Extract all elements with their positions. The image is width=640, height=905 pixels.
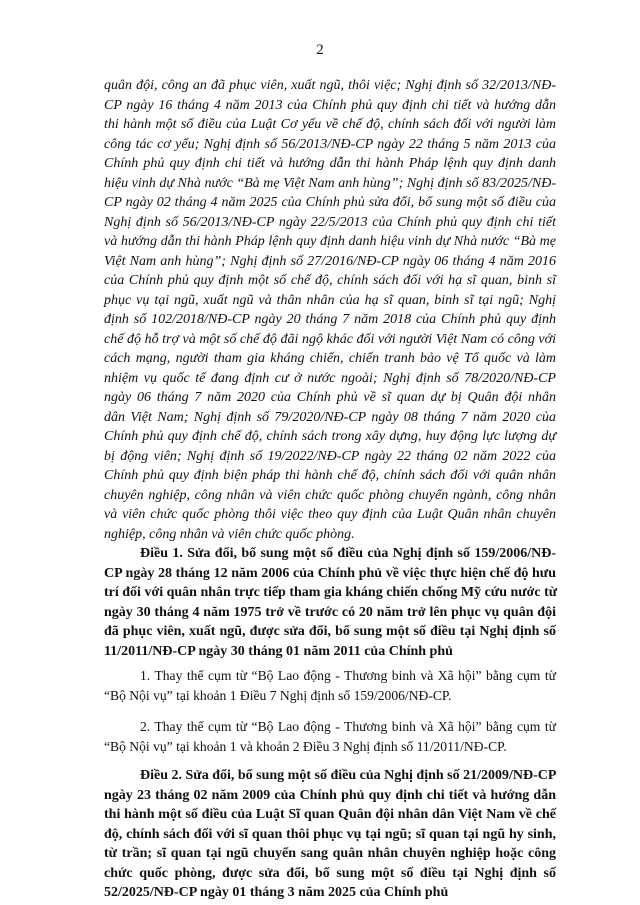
- preamble-paragraph: [104, 76, 556, 544]
- preamble-line: dân Việt Nam; Nghị định số 79/2020/NĐ-CP ngày 08 tháng 7 năm 2020 của: [104, 409, 556, 425]
- preamble-line: quân đội, công an đã phục viên, xuất ngũ, thôi việc; Nghị định số 32/2013/NĐ-: [104, 78, 556, 93]
- preamble-line: định số 102/2018/NĐ-CP ngày 20 tháng 7 năm 2018 của Chính phủ quy định: [104, 312, 556, 327]
- clause-line: 2. Thay thế cụm từ “Bộ Lao động - Thương binh và Xã hội” bằng cụm từ: [140, 719, 556, 734]
- article-heading-line: 52/2025/NĐ-CP ngày 01 tháng 3 năm 2025 của Chính phủ: [104, 885, 449, 900]
- page-number: 2: [316, 42, 324, 58]
- preamble-line: bị động viên; Nghị định số 19/2022/NĐ-CP ngày 22 tháng 02 năm 2022 của: [104, 448, 556, 464]
- article-heading-line: CP ngày 28 tháng 12 năm 2006 của Chính phủ về việc thực hiện chế độ hưu: [104, 565, 556, 581]
- article-heading-line: Điều 2. Sửa đổi, bổ sung một số điều của Nghị định số 21/2009/NĐ-CP: [140, 768, 557, 783]
- preamble-line: cách mạng, người tham gia kháng chiến, chiến tranh bảo vệ Tổ quốc và làm: [104, 351, 556, 366]
- article-heading-line: thi hành một số điều của Luật Sĩ quan Quân đội nhân dân Việt Nam về chế: [104, 807, 556, 822]
- preamble-line: và hướng dẫn thi hành Pháp lệnh quy định danh hiệu vinh dự Nhà nước “Bà mẹ: [104, 234, 556, 249]
- clause-line: “Bộ Nội vụ” tại khoản 1 Điều 7 Nghị định số 159/2006/NĐ-CP.: [104, 687, 452, 703]
- article-heading-line: Điều 1. Sửa đổi, bổ sung một số điều của Nghị định số 159/2006/NĐ-: [140, 546, 556, 561]
- preamble-line: CP ngày 16 tháng 4 năm 2013 của Chính phủ quy định chi tiết và hướng dẫn: [104, 97, 556, 113]
- article-heading-line: ngày 30 tháng 4 năm 1975 trở về trước có 20 năm trở lên phục vụ quân đội: [104, 604, 556, 620]
- preamble-line: chuyên nghiệp, công nhân và viên chức quốc phòng chuyển ngành, công nhân: [104, 487, 556, 503]
- clause-line: “Bộ Nội vụ” tại khoản 1 và khoản 2 Điều 3 Nghị định số 11/2011/NĐ-CP.: [104, 738, 507, 754]
- preamble-line: hiệu vinh dự Nhà nước “Bà mẹ Việt Nam anh hùng”; Nghị định số 83/2025/NĐ-: [104, 175, 556, 191]
- preamble-line: Nghị định số 56/2013/NĐ-CP ngày 22/5/2013 của Chính phủ quy định chi tiết: [104, 214, 556, 230]
- article-1-clause-2: [104, 717, 556, 756]
- preamble-line: nghiệp, công nhân và viên chức quốc phòng.: [104, 526, 355, 542]
- article-heading-line: đã phục viên, xuất ngũ, được sửa đổi, bổ sung một số điều tại Nghị định số: [104, 624, 556, 639]
- article-heading-line: trí đối với quân nhân trực tiếp tham gia kháng chiến chống Mỹ cứu nước từ: [104, 585, 558, 600]
- preamble-line: Việt Nam anh hùng”; Nghị định số 27/2016/NĐ-CP ngày 06 tháng 4 năm 2016: [104, 253, 556, 269]
- article-1-clause-1: [104, 666, 556, 705]
- preamble-line: Chính phủ quy định biện pháp thi hành chế độ, chính sách đối với quân nhân: [104, 468, 556, 483]
- preamble-line: Chính phủ quy định chế độ, chính sách trong xây dựng, huy động lực lượng dự: [104, 429, 556, 444]
- preamble-line: CP ngày 02 tháng 4 năm 2025 của Chính phủ sửa đổi, bổ sung một số điều của: [104, 195, 556, 210]
- article-heading-line: ngày 23 tháng 02 năm 2009 của Chính phủ quy định chi tiết và hướng dẫn: [104, 787, 556, 803]
- preamble-line: phục vụ tại ngũ, xuất ngũ và thân nhân của hạ sĩ quan, binh sĩ tại ngũ; Nghị: [104, 292, 556, 308]
- preamble-line: thi hành một số điều của Luật Cơ yếu về chế độ, chính sách đối với người làm: [104, 117, 556, 132]
- article-2-heading: [104, 766, 556, 903]
- clause-line: 1. Thay thế cụm từ “Bộ Lao động - Thương binh và Xã hội” bằng cụm từ: [140, 668, 556, 683]
- article-heading-line: từ trần; sĩ quan tại ngũ chuyển sang quân nhân chuyên nghiệp hoặc công: [104, 846, 556, 861]
- preamble-line: chế độ hỗ trợ và một số chế độ đãi ngộ khác đối với người Việt Nam có công với: [104, 331, 556, 347]
- article-heading-line: 11/2011/NĐ-CP ngày 30 tháng 01 năm 2011 của Chính phủ: [104, 643, 453, 659]
- preamble-line: nhiệm vụ quốc tế đang định cư ở nước ngoài; Nghị định số 78/2020/NĐ-CP: [104, 370, 556, 386]
- article-heading-line: độ, chính sách đối với sĩ quan thôi phục vụ tại ngũ; sĩ quan tại ngũ hy sinh,: [104, 826, 556, 842]
- preamble-line: ngày 06 tháng 7 năm 2020 của Chính phủ về sĩ quan dự bị Quân đội nhân: [104, 390, 556, 405]
- preamble-line: Chính phủ quy định chi tiết và hướng dẫn thi hành Pháp lệnh quy định danh: [104, 156, 556, 171]
- article-1-heading: [104, 544, 556, 661]
- preamble-line: của Chính phủ quy định một số chế độ, chính sách đối với hạ sĩ quan, binh sĩ: [104, 273, 556, 288]
- preamble-line: công tác cơ yếu; Nghị định số 56/2013/NĐ-CP ngày 22 tháng 5 năm 2013 của: [104, 136, 556, 152]
- article-heading-line: chức quốc phòng, được sửa đổi, bổ sung một số điều tại Nghị định số: [104, 865, 556, 881]
- preamble-line: và viên chức quốc phòng thôi việc theo quy định của Luật Quân nhân chuyên: [104, 507, 556, 522]
